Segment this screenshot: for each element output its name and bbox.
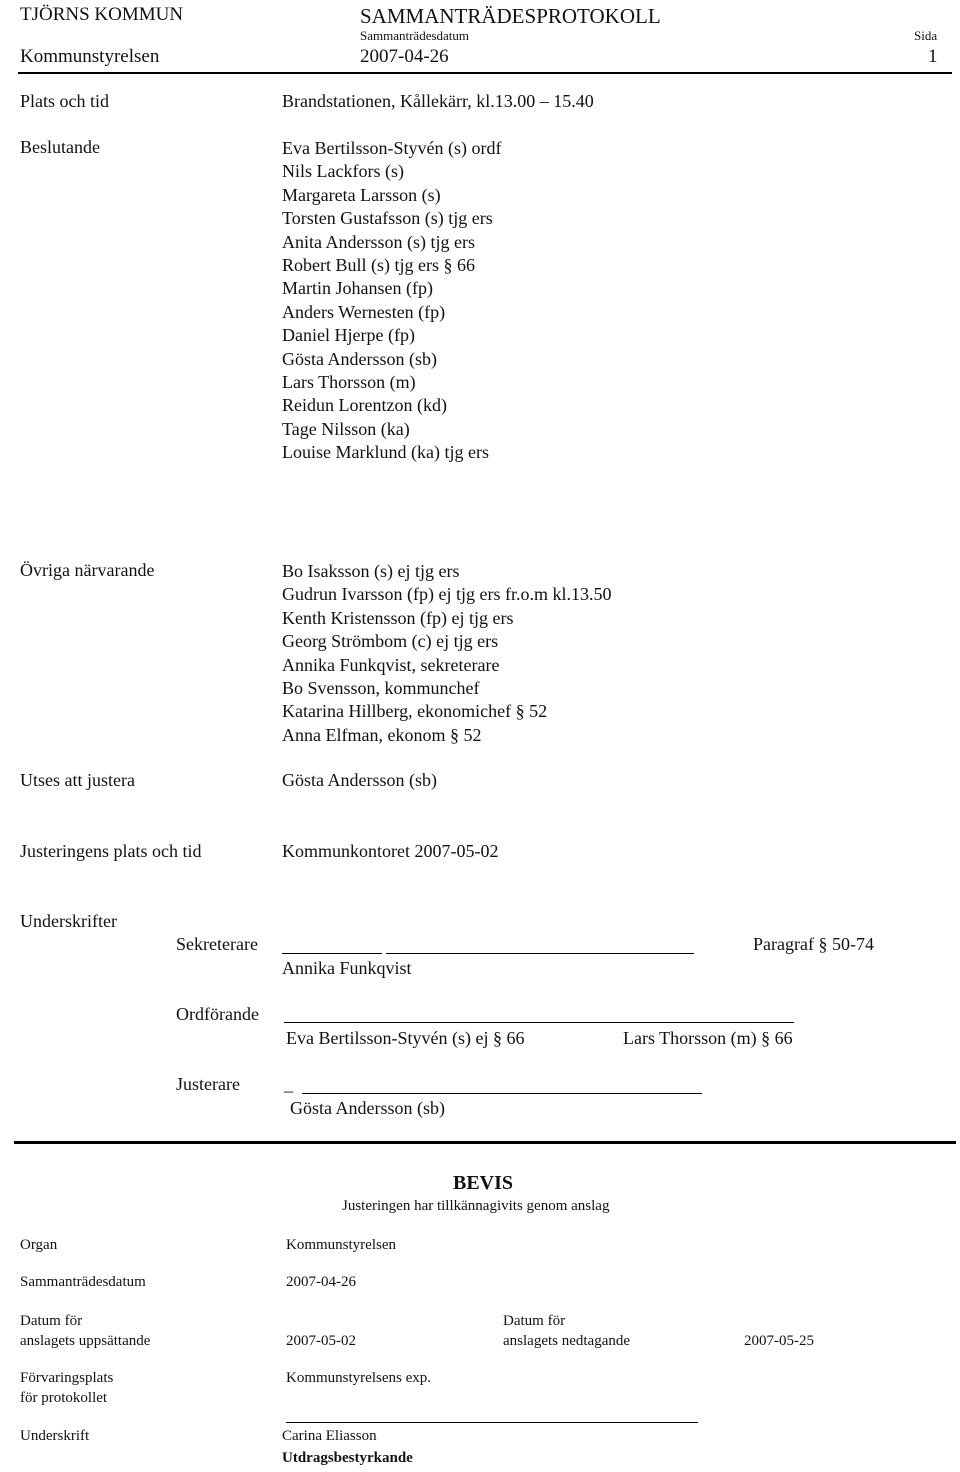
page-number: 1: [928, 46, 938, 67]
list-item: Martin Johansen (fp): [282, 278, 433, 299]
bevis-subtitle: Justeringen har tillkännagivits genom anslag: [342, 1198, 610, 1214]
underskrift-label: Underskrift: [20, 1428, 90, 1444]
list-item: Nils Lackfors (s): [282, 161, 404, 182]
list-item: Anna Elfman, ekonom § 52: [282, 724, 482, 745]
list-item: Gudrun Ivarsson (fp) ej tjg ers fr.o.m kl.13.50: [282, 584, 612, 605]
justerare-signature-line: [302, 1093, 702, 1094]
storage-label-2: för protokollet: [20, 1390, 108, 1406]
organ-label: Organ: [20, 1237, 58, 1253]
list-item: Katarina Hillberg, ekonomichef § 52: [282, 701, 548, 722]
bevis-date-value: 2007-04-26: [286, 1274, 356, 1290]
meeting-date: 2007-04-26: [360, 46, 449, 67]
list-item: Louise Marklund (ka) tjg ers: [282, 442, 489, 463]
down-value: 2007-05-25: [744, 1333, 814, 1349]
list-item: Bo Isaksson (s) ej tjg ers: [282, 561, 460, 581]
list-item: Georg Strömbom (c) ej tjg ers: [282, 631, 499, 652]
place-value: Brandstationen, Kållekärr, kl.13.00 – 15.40: [282, 91, 594, 111]
utdragsbestyrkande: Utdragsbestyrkande: [282, 1450, 413, 1466]
storage-label-1: Förvaringsplats: [20, 1370, 114, 1386]
organ-value: Kommunstyrelsen: [286, 1237, 396, 1253]
up-label-1: Datum för: [20, 1313, 83, 1329]
beslutande-list: [282, 137, 501, 465]
list-item: Bo Svensson, kommunchef: [282, 678, 480, 699]
list-item: Annika Funkqvist, sekreterare: [282, 654, 500, 675]
document-type: SAMMANTRÄDESPROTOKOLL: [360, 4, 661, 28]
date-label: Sammanträdesdatum: [360, 28, 470, 43]
bevis-date-label: Sammanträdesdatum: [20, 1274, 146, 1290]
utses-value: Gösta Andersson (sb): [282, 770, 437, 790]
page-label: Sida: [914, 28, 938, 43]
list-item: Daniel Hjerpe (fp): [282, 325, 415, 346]
underskrift-name: Carina Eliasson: [282, 1428, 377, 1444]
beslutande-label: Beslutande: [20, 137, 100, 157]
underskrift-signature-line: [286, 1422, 698, 1423]
list-item: Gösta Andersson (sb): [282, 348, 437, 369]
sekreterare-signature-line-short: [282, 953, 382, 954]
justering-label: Justeringens plats och tid: [20, 841, 202, 861]
place-label: Plats och tid: [20, 91, 109, 111]
header-divider: [18, 72, 952, 74]
ordforande-name-2: Lars Thorsson (m) § 66: [623, 1028, 793, 1048]
signatures-label: Underskrifter: [20, 911, 117, 931]
justerare-mark: _: [284, 1074, 293, 1094]
sekreterare-name: Annika Funkqvist: [282, 958, 412, 978]
list-item: Anders Wernesten (fp): [282, 301, 446, 322]
justering-value: Kommunkontoret 2007-05-02: [282, 841, 499, 861]
list-item: Eva Bertilsson-Styvén (s) ordf: [282, 138, 502, 158]
up-label-2: anslagets uppsättande: [20, 1333, 151, 1349]
list-item: Tage Nilsson (ka): [282, 418, 410, 439]
down-label-2: anslagets nedtagande: [503, 1333, 631, 1349]
ordforande-label: Ordförande: [176, 1004, 259, 1024]
ordforande-name-1: Eva Bertilsson-Styvén (s) ej § 66: [286, 1028, 525, 1048]
list-item: Robert Bull (s) tjg ers § 66: [282, 255, 475, 276]
list-item: Kenth Kristensson (fp) ej tjg ers: [282, 607, 514, 628]
utses-label: Utses att justera: [20, 770, 135, 790]
down-label-1: Datum för: [503, 1313, 566, 1329]
storage-value: Kommunstyrelsens exp.: [286, 1370, 431, 1386]
list-item: Lars Thorsson (m): [282, 372, 416, 393]
body-name: Kommunstyrelsen: [20, 46, 160, 67]
list-item: Margareta Larsson (s): [282, 184, 441, 205]
municipality-name: TJÖRNS KOMMUN: [20, 4, 184, 25]
list-item: Anita Andersson (s) tjg ers: [282, 231, 475, 252]
list-item: Torsten Gustafsson (s) tjg ers: [282, 208, 493, 229]
bevis-title: BEVIS: [453, 1172, 514, 1194]
justerare-label: Justerare: [176, 1074, 240, 1094]
ovriga-label: Övriga närvarande: [20, 560, 155, 580]
sekreterare-signature-line: [386, 953, 694, 954]
paragraf-range: Paragraf § 50-74: [753, 934, 874, 954]
sekreterare-label: Sekreterare: [176, 934, 258, 954]
ordforande-signature-line: [284, 1022, 794, 1023]
bevis-divider: [14, 1141, 956, 1144]
list-item: Reidun Lorentzon (kd): [282, 395, 447, 416]
justerare-name: Gösta Andersson (sb): [290, 1098, 445, 1118]
ovriga-list: [282, 560, 611, 747]
up-value: 2007-05-02: [286, 1333, 356, 1349]
